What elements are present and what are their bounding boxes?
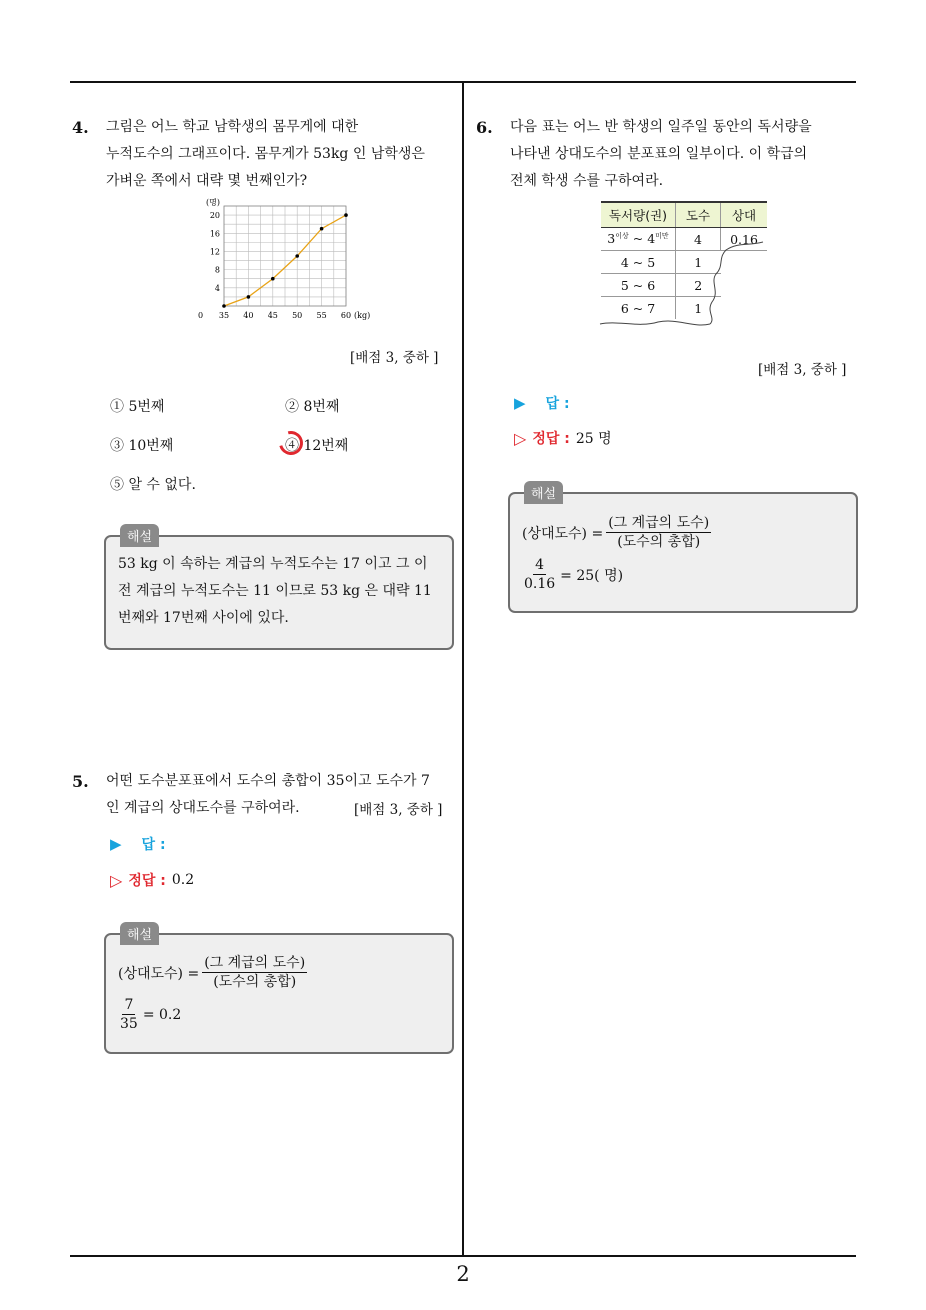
table-cell-class: 4 ~ 5: [601, 251, 676, 274]
x-tick-label: 60: [340, 311, 352, 320]
formula-denominator: (도수의 총합): [213, 974, 297, 990]
y-tick-label: 20: [209, 211, 220, 221]
y-tick-label: 16: [209, 229, 220, 239]
question-6-text: [510, 114, 812, 195]
question-5-calculation: [118, 996, 181, 1033]
question-6-calculation: [522, 556, 623, 593]
class-from: 3: [607, 231, 616, 247]
question-4-number: 4.: [72, 118, 89, 137]
class-from: 5: [620, 277, 629, 293]
table-cell-frequency: 2: [676, 274, 721, 297]
triangle-outline-icon: ▷: [110, 870, 123, 890]
question-5-answer-line[interactable]: [110, 834, 166, 854]
table-cell-frequency: 1: [676, 297, 721, 320]
question-5-explanation-box: [104, 933, 454, 1054]
question-5-correct-line: [110, 870, 194, 890]
explanation-line: 53 kg 이 속하는 계급의 누적도수는 17 이고 그 이: [118, 556, 428, 572]
correct-value: 0.2: [171, 872, 195, 888]
class-to: 7: [647, 300, 656, 316]
calc-result: = 0.2: [142, 1006, 182, 1023]
explanation-line: 전 계급의 누적도수는 11 이므로 53 kg 은 대략 11: [118, 583, 432, 599]
question-6-number: 6.: [476, 118, 493, 137]
calc-result: = 25( 명): [560, 567, 624, 584]
x-tick-label: 40: [243, 311, 254, 320]
explanation-line: 번째와 17번째 사이에 있다.: [118, 610, 289, 626]
table-header: 상대: [721, 202, 768, 228]
formula-numerator: (그 계급의 도수): [608, 515, 710, 531]
table-cell-class: $3^{이상}$ ~ $4^{미만}$: [601, 228, 676, 251]
answer-label: 답 :: [141, 837, 166, 853]
choice-5[interactable]: ⑤ 알 수 없다.: [110, 477, 196, 493]
calc-fraction: [118, 996, 140, 1033]
question-4-line: 누적도수의 그래프이다. 몸무게가 53kg 인 남학생은: [106, 146, 425, 162]
question-5-number: 5.: [72, 772, 89, 791]
answer-label: 답 :: [545, 396, 570, 412]
column-divider: [462, 83, 464, 1255]
cumulative-frequency-chart: [196, 196, 371, 324]
table-cell-class: 5 ~ 6: [601, 274, 676, 297]
question-6-score: [배점 3, 중하 ]: [758, 362, 847, 378]
question-5-line: 어떤 도수분포표에서 도수의 총합이 35이고 도수가 7: [106, 773, 430, 789]
question-5-line: 인 계급의 상대도수를 구하여라.: [106, 800, 300, 816]
play-icon: ▶: [514, 394, 526, 412]
table-cell-class: 6 ~ 7: [620, 300, 656, 316]
question-4-score: [배점 3, 중하 ]: [350, 350, 439, 366]
calc-numerator: 7: [124, 997, 134, 1013]
question-6-line: 나타낸 상대도수의 분포표의 일부이다. 이 학급의: [510, 146, 808, 162]
play-icon: ▶: [110, 835, 122, 853]
calc-numerator: 4: [535, 557, 545, 573]
class-to: 5: [647, 254, 656, 270]
question-4-explanation-tab: 해설: [120, 524, 159, 547]
x-axis-label: (kg): [354, 311, 371, 320]
data-point: [222, 304, 226, 308]
correct-value: 25 명: [575, 431, 612, 447]
class-to: 4: [647, 231, 656, 247]
question-6-line: 다음 표는 어느 반 학생의 일주일 동안의 독서량을: [510, 119, 812, 135]
class-to-qualifier: 미만: [655, 232, 669, 241]
question-6-line: 전체 학생 수를 구하여라.: [510, 173, 664, 189]
table-header: 도수: [676, 202, 721, 228]
class-to: 6: [647, 277, 656, 293]
question-4-explanation-text: [118, 551, 432, 632]
bottom-rule: [70, 1255, 856, 1257]
data-point: [320, 227, 324, 231]
question-4-text: [106, 114, 425, 195]
y-axis-label: (명): [206, 198, 220, 207]
y-tick-label: 12: [209, 247, 220, 257]
table-cell-frequency: 1: [676, 251, 721, 274]
formula-denominator: (도수의 총합): [617, 534, 701, 550]
data-point: [295, 254, 299, 258]
formula-lhs: (상대도수) =: [522, 525, 604, 542]
y-tick-label: 8: [214, 265, 220, 275]
x-tick-label: 35: [218, 311, 230, 320]
correct-label: 정답 :: [532, 431, 570, 447]
choice-2[interactable]: ② 8번째: [285, 399, 340, 415]
question-5-formula: [118, 954, 310, 991]
origin-label: 0: [198, 311, 204, 320]
x-tick-label: 55: [316, 311, 327, 320]
question-6-explanation-box: [508, 492, 858, 613]
data-point: [271, 277, 275, 281]
page-number: 2: [456, 1262, 470, 1286]
question-5-score: [배점 3, 중하 ]: [354, 802, 443, 818]
class-from: 4: [620, 254, 629, 270]
question-4-line: 가벼운 쪽에서 대략 몇 번째인가?: [106, 173, 308, 189]
y-tick-label: 4: [214, 283, 220, 293]
table-cell-relative: 0.16: [721, 228, 768, 251]
data-point: [344, 213, 348, 217]
formula-fraction: [202, 954, 307, 991]
data-point: [247, 295, 251, 299]
torn-edge-decoration: [598, 240, 768, 330]
question-4-line: 그림은 어느 학교 남학생의 몸무게에 대한: [106, 119, 359, 135]
choice-4[interactable]: ④ 12번째: [285, 438, 349, 454]
class-from: 6: [620, 300, 629, 316]
table-header: 독서량(권): [601, 202, 676, 228]
correct-label: 정답 :: [128, 873, 166, 889]
question-6-formula: [522, 514, 714, 551]
class-from-qualifier: 이상: [615, 232, 629, 241]
question-6-answer-line[interactable]: [514, 393, 570, 413]
formula-fraction: [606, 514, 711, 551]
calc-denominator: 0.16: [524, 576, 556, 592]
table-cell-frequency: 4: [676, 228, 721, 251]
calc-denominator: 35: [120, 1016, 138, 1032]
choice-3[interactable]: ③ 10번째: [110, 438, 174, 454]
x-tick-label: 50: [292, 311, 303, 320]
question-5-explanation-tab: 해설: [120, 922, 159, 945]
question-6-correct-line: [514, 428, 612, 448]
x-tick-label: 45: [267, 311, 278, 320]
question-6-explanation-tab: 해설: [524, 481, 563, 504]
triangle-outline-icon: ▷: [514, 428, 527, 448]
table-header-row: [601, 202, 767, 228]
choice-1[interactable]: ① 5번째: [110, 399, 165, 415]
formula-numerator: (그 계급의 도수): [204, 955, 306, 971]
calc-fraction: [522, 556, 557, 593]
formula-lhs: (상대도수) =: [118, 965, 200, 982]
